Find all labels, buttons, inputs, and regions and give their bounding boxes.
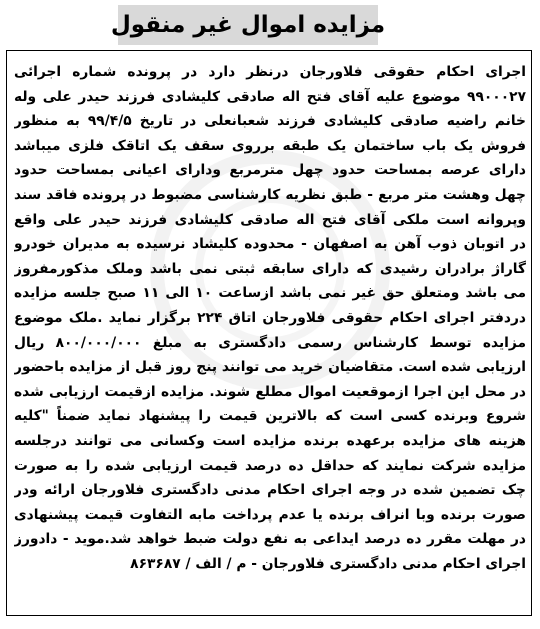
notice-line: در مهلت مقرر ده درصد ایداعی به نفع دولت ضبط خواهد شد.موید - دادورز xyxy=(14,531,526,548)
notice-line: مزایده شرکت نمایند که حداقل ده درصد قیمت ارزیابی شده را به صورت xyxy=(14,457,526,474)
notice-line: چک تضمین شده در وجه اجرای احکام مدنی دادگستری فلاورجان ارائه ودر xyxy=(14,482,526,499)
notice-line: ۹۹۰۰۰۲۷ موضوع علیه آقای فتح اله صادقی کلیشادی فرزند حیدر علی وله xyxy=(14,88,526,105)
notice-line: در اتوبان ذوب آهن به اصفهان - محدوده کلیشاد نرسیده به مدیران خودرو xyxy=(14,236,526,253)
notice-line: وپروانه است ملکی آقای فتح اله صادقی کلیشادی فرزند حیدر علی واقع xyxy=(14,211,526,228)
notice-line: فروش یک باب ساختمان یک طبقه برروی سقف یک اتاقک فلزی میباشد xyxy=(14,137,526,154)
notice-line: ارزیابی شده است. متقاضیان خرید می توانند پنج روز قبل از مزایده باحضور xyxy=(14,359,526,376)
notice-line: هزینه های مزایده برعهده برنده مزایده است وکسانی می توانند درجلسه xyxy=(14,432,526,449)
notice-line: شروع وبرنده کسی است که بالاترین قیمت را پیشنهاد نماید ضمناً "کلیه xyxy=(14,408,526,425)
notice-line: می باشد ومتعلق حق غیر نمی باشد ازساعت ۱۰ الی ۱۱ صبح جلسه مزایده xyxy=(14,285,526,302)
notice-line: چهل وهشت متر مربع - طبق نظریه کارشناسی مضبوط در پرونده فاقد سند xyxy=(14,186,526,203)
notice-line: دارای عرصه بمساحت حدود چهل مترمربع ودارای اعیانی بمساحت حدود xyxy=(14,162,526,179)
page-title: مزایده اموال غیر منقول xyxy=(110,12,386,38)
notice-line: اجرای احکام حقوقی فلاورجان درنظر دارد در پرونده شماره اجرائی xyxy=(14,64,526,80)
notice-line: خانم راضیه صادقی کلیشادی فرزند شعبانعلی در تاریخ ۹۹/۴/۵ به منظور xyxy=(14,113,526,130)
notice-line: صورت برنده وبا انراف برنده یا عدم پرداخت مابه التفاوت قیمت پیشنهادی xyxy=(14,506,526,523)
notice-line-signature: اجرای احکام مدنی دادگستری فلاورجان - م / الف / ۸۶۳۶۸۷ xyxy=(130,555,526,572)
notice-line: در محل این اجرا ازموقعیت اموال مطلع شوند. مزایده ازقیمت ارزیابی شده xyxy=(14,383,526,400)
notice-line: گاراژ برادران رشیدی که دارای سابقه ثبتی نمی باشد وملک مذکورمفروز xyxy=(14,260,526,277)
title-banner xyxy=(110,5,386,45)
notice-line: مزایده توسط کارشناس رسمی دادگستری به مبلغ ۸۰۰/۰۰۰/۰۰۰ ریال xyxy=(14,334,526,351)
notice-line: دردفتر اجرای احکام حقوقی فلاورجان اتاق ۲۲۴ برگزار نماید .ملک موضوع xyxy=(14,309,526,326)
notice-body xyxy=(14,60,526,576)
